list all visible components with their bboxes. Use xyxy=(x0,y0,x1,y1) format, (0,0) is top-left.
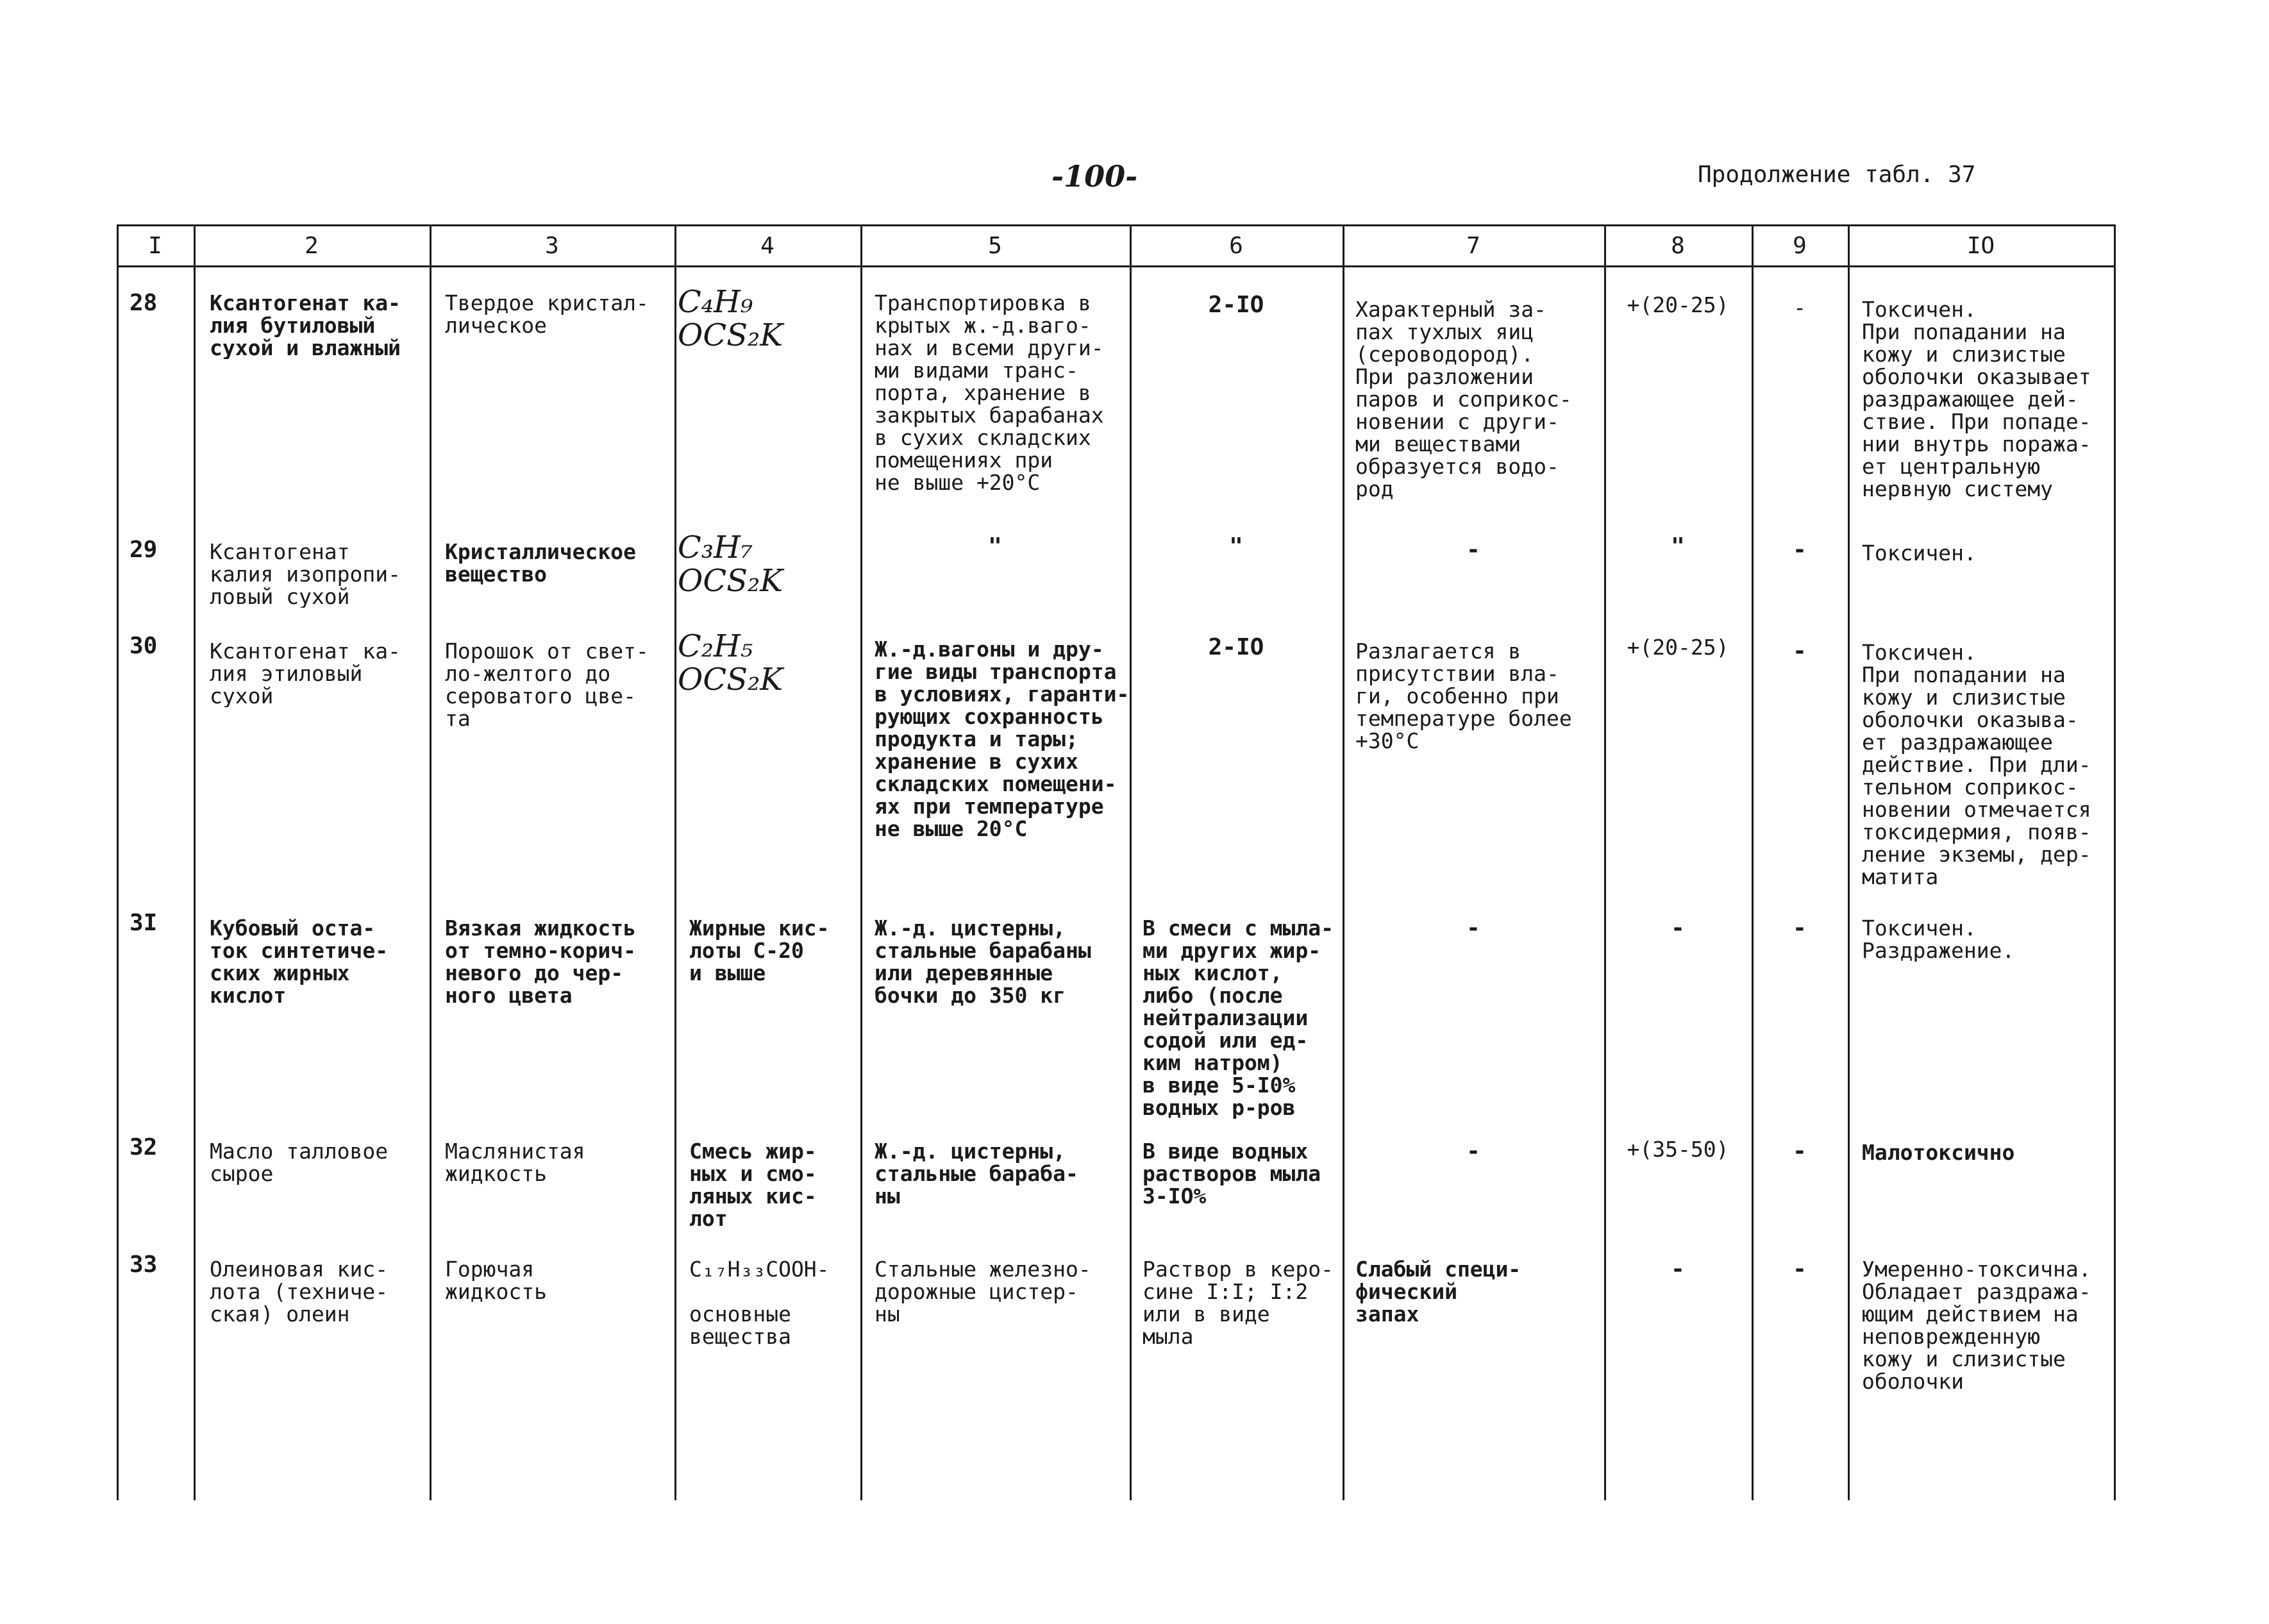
row-28-number: 28 xyxy=(130,292,158,314)
header-bottom-rule xyxy=(117,265,2116,267)
row-31-name: Кубовый оста- ток синтетиче- ских жирных кислот xyxy=(210,917,389,1007)
row-33-col6: Раствор в керо- сине I:I; I:2 или в виде мыла xyxy=(1143,1258,1334,1348)
row-28-formula: C₄H₉ OCS₂K xyxy=(678,285,783,352)
row-31-col6: В смеси с мыла- ми других жир- ных кислот, либо (после нейтрализации содой или ед- ким натром) в виде 5-I0% водных р-ров xyxy=(1143,917,1334,1119)
row-29-col6: " xyxy=(1229,535,1243,558)
header-col-6: 6 xyxy=(1229,233,1243,259)
row-32-transport: Ж.-д. цистерны, стальные бараба- ны xyxy=(875,1140,1078,1207)
row-31-number: 3I xyxy=(130,912,158,934)
header-col-10: IO xyxy=(1966,233,1995,259)
page-number: -100- xyxy=(1051,159,1138,194)
row-28-col8: +(20-25) xyxy=(1627,294,1729,316)
row-28-transport: Транспортировка в крытых ж.-д.ваго- нах и всеми други- ми видами транс- порта, хранение в закрытых барабанах в сухих складских помещениях при не выше +20°С xyxy=(875,292,1104,494)
row-33-formula: C₁₇H₃₃COOH- основные вещества xyxy=(689,1258,830,1348)
column-rule xyxy=(2114,224,2116,1500)
row-33-name: Олеиновая кис- лота (техниче- ская) олеин xyxy=(210,1258,389,1325)
header-col-3: 3 xyxy=(545,233,559,259)
header-col-2: 2 xyxy=(305,233,319,259)
header-col-4: 4 xyxy=(760,233,774,259)
row-28-name: Ксантогенат ка- лия бутиловый сухой и влажный xyxy=(210,292,401,359)
column-rule xyxy=(117,224,119,1500)
row-29-transport: " xyxy=(988,535,1002,558)
row-33-number: 33 xyxy=(130,1253,158,1276)
row-29-number: 29 xyxy=(130,539,158,561)
row-28-col7: Характерный за- пах тухлых яиц (сероводород). При разложении паров и соприкос- новении с други- ми веществами образуется водо- род xyxy=(1355,298,1572,500)
row-28-col10: Токсичен. При попадании на кожу и слизистые оболочки оказывает раздражающее дей- ствие. При попаде- нии внутрь поража- ет центральную нервную систему xyxy=(1862,298,2091,500)
row-30-col10: Токсичен. При попадании на кожу и слизистые оболочки оказыва- ет раздражающее действие. При дли- тельном соприкос- новении отмечается токсидермия, появ- ление экземы, дер- матита xyxy=(1862,641,2091,888)
row-31-col9: - xyxy=(1793,917,1807,939)
row-29-state: Кристаллическое вещество xyxy=(445,540,637,585)
row-29-formula: C₃H₇ OCS₂K xyxy=(678,531,783,598)
row-30-transport: Ж.-д.вагоны и дру- гие виды транспорта в условиях, гаранти- рующих сохранность продукта и тары; хранение в сухих складских помещени- ях при температуре не выше 20°С xyxy=(875,638,1130,840)
row-32-col7: - xyxy=(1466,1140,1480,1162)
header-col-1: I xyxy=(148,233,162,259)
row-30-col8: +(20-25) xyxy=(1627,636,1729,658)
row-28-state: Твердое кристал- лическое xyxy=(445,292,649,337)
column-rule xyxy=(1848,224,1850,1500)
row-33-col7: Слабый специ- фический запах xyxy=(1355,1258,1521,1325)
row-28-col9: - xyxy=(1793,296,1806,319)
column-rule xyxy=(1604,224,1606,1500)
row-30-formula: C₂H₅ OCS₂K xyxy=(678,630,783,696)
row-29-col9: - xyxy=(1793,539,1807,561)
row-28-col6: 2-IO xyxy=(1208,294,1264,316)
column-rule xyxy=(1752,224,1754,1500)
header-col-5: 5 xyxy=(988,233,1002,259)
header-col-8: 8 xyxy=(1671,233,1685,259)
row-29-col10: Токсичен. xyxy=(1862,542,1977,564)
row-32-number: 32 xyxy=(130,1136,158,1159)
table-top-rule xyxy=(117,224,2116,226)
row-31-state: Вязкая жидкость от темно-корич- невого до чер- ного цвета xyxy=(445,917,637,1007)
column-rule xyxy=(430,224,431,1500)
row-31-col10: Токсичен. Раздражение. xyxy=(1862,917,2015,962)
row-29-col8: " xyxy=(1671,535,1685,558)
row-29-name: Ксантогенат калия изопропи- ловый сухой xyxy=(210,540,401,608)
column-rule xyxy=(860,224,862,1500)
row-32-formula: Смесь жир- ных и смо- ляных кис- лот xyxy=(689,1140,817,1230)
row-31-col7: - xyxy=(1466,917,1480,939)
row-32-col10: Малотоксично xyxy=(1862,1141,2015,1164)
row-31-col8: - xyxy=(1671,917,1685,939)
row-33-col8: - xyxy=(1671,1258,1685,1280)
row-33-col10: Умеренно-токсична. Обладает раздража- ющим действием на неповрежденную кожу и слизистые оболочки xyxy=(1862,1258,2091,1393)
row-32-state: Маслянистая жидкость xyxy=(445,1140,585,1185)
row-33-state: Горючая жидкость xyxy=(445,1258,547,1303)
header-col-9: 9 xyxy=(1793,233,1807,259)
row-32-name: Масло талловое сырое xyxy=(210,1140,389,1185)
row-32-col6: В виде водных растворов мыла 3-IO% xyxy=(1143,1140,1321,1207)
row-32-col8: +(35-50) xyxy=(1627,1138,1729,1160)
row-30-col9: - xyxy=(1793,640,1807,662)
row-30-col6: 2-IO xyxy=(1208,636,1264,658)
column-rule xyxy=(674,224,676,1500)
row-31-formula: Жирные кис- лоты С-20 и выше xyxy=(689,917,830,984)
row-31-transport: Ж.-д. цистерны, стальные барабаны или деревянные бочки до 350 кг xyxy=(875,917,1091,1007)
row-29-col7: - xyxy=(1466,539,1480,561)
row-30-number: 30 xyxy=(130,635,158,657)
column-rule xyxy=(1130,224,1132,1500)
row-30-name: Ксантогенат ка- лия этиловый сухой xyxy=(210,640,401,707)
table-continuation-caption: Продолжение табл. 37 xyxy=(1698,162,1976,188)
row-33-transport: Стальные железно- дорожные цистер- ны xyxy=(875,1258,1091,1325)
header-col-7: 7 xyxy=(1466,233,1480,259)
column-rule xyxy=(194,224,196,1500)
data-table xyxy=(117,224,2116,1500)
column-rule xyxy=(1343,224,1344,1500)
row-30-col7: Разлагается в присутствии вла- ги, особенно при температуре более +30°С xyxy=(1355,640,1572,752)
row-32-col9: - xyxy=(1793,1140,1807,1162)
row-30-state: Порошок от свет- ло-желтого до сероватого цве- та xyxy=(445,640,649,730)
row-33-col9: - xyxy=(1793,1258,1807,1280)
